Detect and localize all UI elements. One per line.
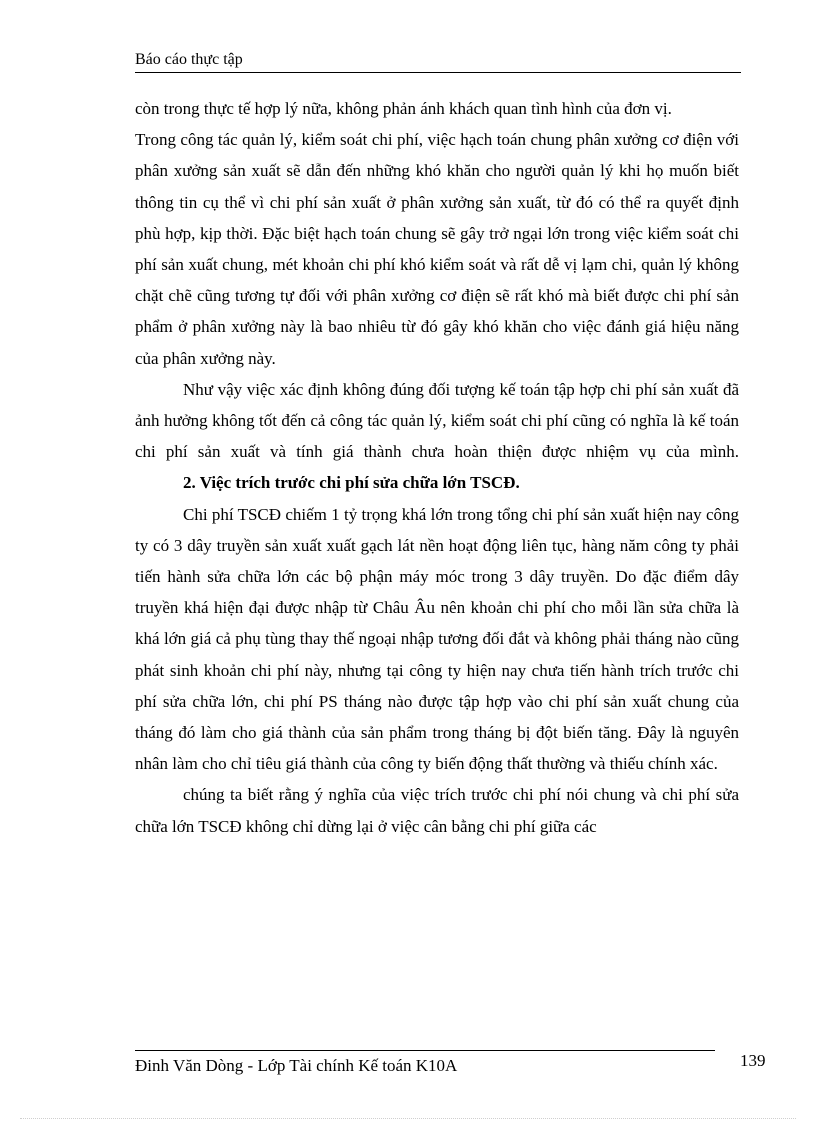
footer-divider (135, 1050, 715, 1051)
paragraph-accrual-meaning: chúng ta biết rằng ý nghĩa của việc trích trước chi phí nói chung và chi phí sửa chữa lớn TSCĐ không chỉ dừng lại ở việc cân bằng chi phí giữa các (135, 785, 739, 836)
paragraph-fixed-asset-cost: Chi phí TSCĐ chiếm 1 tỷ trọng khá lớn trong tổng chi phí sản xuất hiện nay công ty có 3 dây truyền sản xuất xuất gạch lát nền hoạt động liên tục, hàng năm công ty phải tiến hành sửa chữa lớn các bộ phận máy móc trong 3 dây truyền. Do đặc điểm dây truyền khá hiện đại được nhập từ Châu Âu nên khoản chi phí cho mỗi lần sửa chữa là khá lớn giá cả phụ tùng thay thế ngoại nhập tương đối đắt và không phải tháng nào cũng phát sinh khoản chi phí này, nhưng tại công ty hiện nay chưa tiến hành trích trước chi phí sửa chữa lớn, chi phí PS tháng nào được tập hợp vào chi phí sản xuất chung của tháng đó làm cho giá thành của sản phẩm trong tháng bị đột biến tăng. Đây là nguyên nhân làm cho chỉ tiêu giá thành của công ty biến động thất thường và thiếu chính xác. (135, 504, 739, 774)
page-number: 139 (740, 1051, 766, 1070)
paragraph-cost-control: Trong công tác quản lý, kiểm soát chi phí, việc hạch toán chung phân xưởng cơ điện với phân xưởng sản xuất sẽ dẫn đến những khó khăn cho người quản lý khi họ muốn biết thông tin cụ thể vì chi phí sản xuất ở phân xưởng sản xuất, từ đó có thể ra quyết định phù hợp, kịp thời. Đặc biệt hạch toán chung sẽ gây trở ngại lớn trong việc kiểm soát chi phí sản xuất chung, mét khoản chi phí khó kiểm soát và rất dễ vị lạm chi, quản lý không chặt chẽ cũng tương tự đối với phân xưởng cơ điện sẽ rất khó mà biết được chi phí sản phẩm ở phân xưởng này là bao nhiêu từ đó gây khó khăn cho việc đánh giá hiệu năng của phân xưởng này. (135, 130, 739, 368)
section-heading: 2. Việc trích trước chi phí sửa chữa lớn TSCĐ. (183, 473, 520, 493)
document-body (135, 93, 739, 842)
footer-author: Đinh Văn Dòng - Lớp Tài chính Kế toán K10A (135, 1056, 458, 1075)
paragraph-continuation: còn trong thực tế hợp lý nữa, không phản ánh khách quan tình hình của đơn vị. (135, 99, 672, 118)
paragraph-conclusion: Như vậy việc xác định không đúng đối tượng kế toán tập hợp chi phí sản xuất đã ảnh hưởng không tốt đến cả công tác quản lý, kiểm soát chi phí cũng có nghĩa là kế toán chi phí sản xuất và tính giá thành chưa hoàn thiện được nhiệm vụ của mình. (135, 379, 739, 462)
header-title: Báo cáo thực tập (135, 51, 243, 68)
page-header (135, 50, 741, 73)
page-bottom-edge (20, 1118, 796, 1119)
